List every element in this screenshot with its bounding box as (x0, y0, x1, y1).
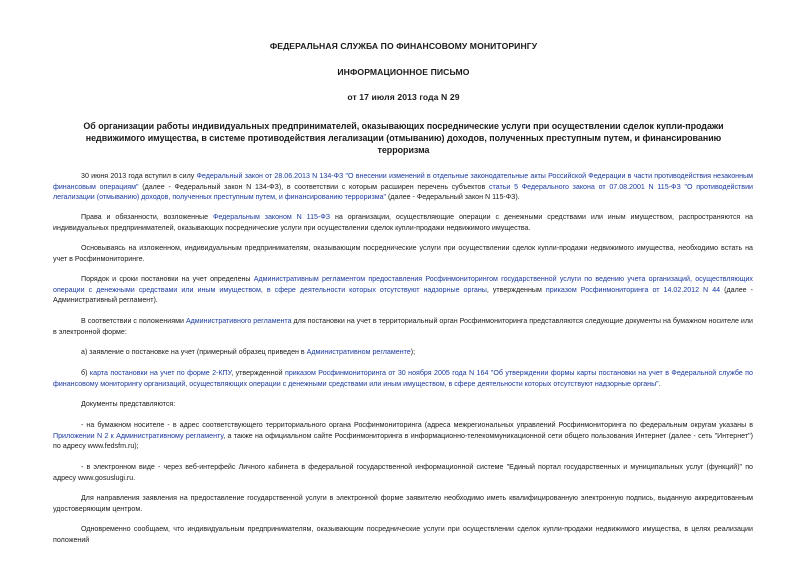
order-44-link[interactable]: приказом Росфинмониторинга от 14.02.2012 N 44 (545, 285, 721, 294)
text: - в электронном виде - через веб-интерфейс Личного кабинета в федеральной государственной информационной системе "Единый портал государственных и муниципальных услуг (функций)" по адресу www.gosuslugi.ru. (53, 463, 753, 482)
text: б) (81, 369, 90, 377)
text: ); (410, 348, 416, 356)
text: Права и обязанности, возложенные (81, 213, 213, 221)
document-title: Об организации работы индивидуальных предпринимателей, оказывающих посреднические услуги при осуществлении сделок купли-продажи недвижимого имущества, в системе противодействия легализации (отмыванию) доходов, полученных преступным путем, и финансированию терроризма (83, 121, 724, 155)
paragraph-4 (53, 274, 753, 306)
text: (далее - Административный регламент). (53, 285, 753, 305)
text: В соответствии с положениями (81, 317, 186, 325)
form-2-kpu-link[interactable]: карта постановки на учет по форме 2-КПУ (89, 369, 232, 377)
text: . (658, 379, 661, 388)
text: а) заявление о постановке на учет (примерный образец приведен в (81, 348, 307, 356)
text: Основываясь на изложенном, индивидуальным предпринимателям, оказывающим посреднические услуги при осуществлении сделок купли-продажи недвижимого имущества, необходимо встать на учет в Росфинмониторинге. (53, 244, 753, 263)
order-164-link[interactable]: приказом Росфинмониторинга от 30 ноября 2005 года N 164 "Об утверждении формы карты постановки на учет в Федеральной службе по финансовому мониторингу организаций, осуществляющих операции с денежными средствами или иным имуществом, в сфере деятельности которых отсутствуют надзорные органы" (53, 369, 753, 388)
agency-name: ФЕДЕРАЛЬНАЯ СЛУЖБА ПО ФИНАНСОВОМУ МОНИТОРИНГУ (269, 41, 538, 51)
text: (далее - Федеральный закон N 115-ФЗ). (386, 193, 520, 202)
law-115-fz-link[interactable]: Федеральным законом N 115-ФЗ (212, 213, 331, 221)
paragraph-3 (53, 243, 753, 264)
paragraph-11 (53, 493, 753, 514)
text: Одновременно сообщаем, что индивидуальным предпринимателям, оказывающим посреднические услуги при осуществлении сделок купли-продажи недвижимого имущества, в целях реализации положений (53, 525, 753, 544)
document-date-number: от 17 июля 2013 года N 29 (347, 92, 460, 102)
paragraph-8 (53, 399, 753, 410)
admin-regulation-link-2[interactable]: Административного регламента (185, 317, 292, 325)
paragraph-10 (53, 462, 753, 483)
admin-regulation-link[interactable]: Административным регламентом предоставления Росфинмониторингом государственной услуги по ведению учета организаций, осуществляющих операции с денежными средствами или иным имуществом, в сфере деятельности которых отсутствуют надзорные органы (53, 275, 753, 294)
paragraph-2 (53, 212, 753, 233)
paragraph-9 (53, 420, 753, 452)
appendix-2-link[interactable]: Приложении N 2 к Административному регламенту (53, 431, 224, 440)
text: , утвержденной (231, 369, 285, 377)
text: Документы представляются: (81, 400, 176, 408)
text: Для направления заявления на предоставление государственной услуги в электронной форме заявителю необходимо иметь квалифицированную электронную подпись, выданную аккредитованным удостоверяющим центром. (53, 494, 753, 513)
text: (далее - Федеральный закон N 134-ФЗ), в соответствии с которым расширен перечень субъектов (138, 182, 489, 191)
text: , утвержденным (486, 285, 546, 294)
text: 30 июня 2013 года вступил в силу (81, 172, 197, 180)
admin-regulation-link-3[interactable]: Административном регламенте (306, 348, 411, 356)
text: на организации, осуществляющие операции с денежными средствами или иным имуществом, распространяются на индивидуальных предпринимателей, оказывающих посреднические услуги при осуществлении сделок купли-продажи недвижимого имущества. (53, 213, 753, 232)
law-134-fz-link[interactable]: Федеральный закон от 28.06.2013 N 134-ФЗ "О внесении изменений в отдельные законодательные акты Российской Федерации в части противодействия незаконным финансовым операциям" (53, 172, 753, 191)
paragraph-6 (53, 347, 753, 358)
paragraph-1 (53, 171, 753, 203)
text: - на бумажном носителе - в адрес соответствующего территориального органа Росфинмониторинга (адреса межрегиональных управлений Росфинмониторинга по федеральным округам указаны в (81, 421, 753, 429)
paragraph-12 (53, 524, 753, 545)
article-5-115-fz-link[interactable]: статьи 5 Федерального закона от 07.08.2001 N 115-ФЗ "О противодействии легализации (отмыванию) доходов, полученных преступным путем, и финансированию терроризма" (53, 182, 754, 202)
paragraph-7 (53, 368, 753, 389)
text: для постановки на учет в территориальный орган Росфинмониторинга представляются следующие документы на бумажном носителе или в электронной форме: (53, 317, 753, 336)
text: , а также на официальном сайте Росфинмониторинга в информационно-телекоммуникационной сети общего пользования Интернет (далее - сеть "Интернет") по адресу www.fedsfm.ru); (53, 431, 753, 451)
text: Порядок и сроки постановки на учет определены (81, 275, 254, 283)
paragraph-5 (53, 316, 753, 337)
document-type: ИНФОРМАЦИОННОЕ ПИСЬМО (337, 67, 470, 77)
